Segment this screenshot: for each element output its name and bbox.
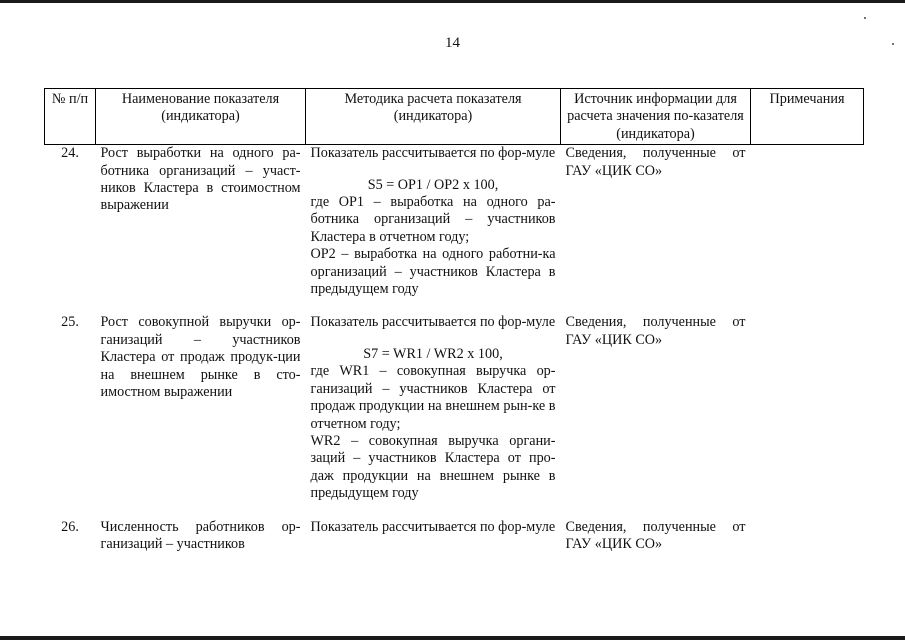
scan-edge-bottom (0, 636, 905, 640)
header-indicator-name: Наименование показателя (индикатора) (96, 89, 306, 145)
scan-edge-top (0, 0, 905, 3)
notes-cell (751, 314, 864, 518)
method-definition: где OP1 – выработка на одного ра-ботника организаций – участников Кластера в отчетном году; (310, 194, 556, 245)
method-definition: WR2 – совокупная выручка органи-заций – участников Кластера от про-даж продукции на внешнем рынке в предыдущем году (310, 432, 556, 502)
formula: S7 = WR1 / WR2 x 100, (363, 345, 503, 362)
row-number: 25. (61, 314, 79, 331)
indicator-name: Численность работников ор-ганизаций – участников (100, 518, 301, 552)
method-definition: где WR1 – совокупная выручка ор-ганизаций – участников Кластера от продаж продукции на внешнем рын-ке в отчетном году; (310, 363, 556, 432)
scan-speck (864, 17, 866, 19)
indicators-table (44, 88, 864, 553)
header-notes: Примечания (751, 89, 864, 145)
method-intro: Показатель рассчитывается по фор-муле (310, 518, 556, 535)
notes-cell (751, 519, 864, 554)
method-intro: Показатель рассчитывается по фор-муле (310, 145, 556, 162)
method-definition: OP2 – выработка на одного работни-ка организаций – участников Кластера в предыдущем году (310, 246, 556, 298)
method-cell (306, 145, 561, 315)
table-row (45, 145, 864, 315)
header-number: № п/п (45, 89, 96, 145)
header-source: Источник информации для расчета значения по-казателя (индикатора) (561, 89, 751, 145)
notes-cell (751, 145, 864, 315)
header-method: Методика расчета показателя (индикатора) (306, 89, 561, 145)
table-header-row (45, 89, 864, 145)
method-cell (306, 519, 561, 554)
indicator-name: Рост выработки на одного ра-ботника организаций – участ-ников Кластера в стоимостном выражении (100, 145, 301, 214)
indicator-name: Рост совокупной выручки ор-ганизаций – участников Кластера от продаж продук-ции на внешнем рынке в сто-имостном выражении (100, 314, 301, 401)
method-intro: Показатель рассчитывается по фор-муле (310, 314, 556, 331)
row-number: 26. (61, 518, 79, 535)
formula: S5 = OP1 / OP2 x 100, (367, 176, 499, 193)
source-cell: Сведения, полученные от ГАУ «ЦИК СО» (565, 518, 746, 552)
row-number: 24. (61, 145, 79, 162)
source-cell: Сведения, полученные от ГАУ «ЦИК СО» (565, 314, 746, 348)
source-cell: Сведения, полученные от ГАУ «ЦИК СО» (565, 145, 746, 179)
table-row (45, 519, 864, 554)
table-row (45, 314, 864, 518)
page-number: 14 (445, 35, 460, 51)
method-cell (306, 314, 561, 518)
